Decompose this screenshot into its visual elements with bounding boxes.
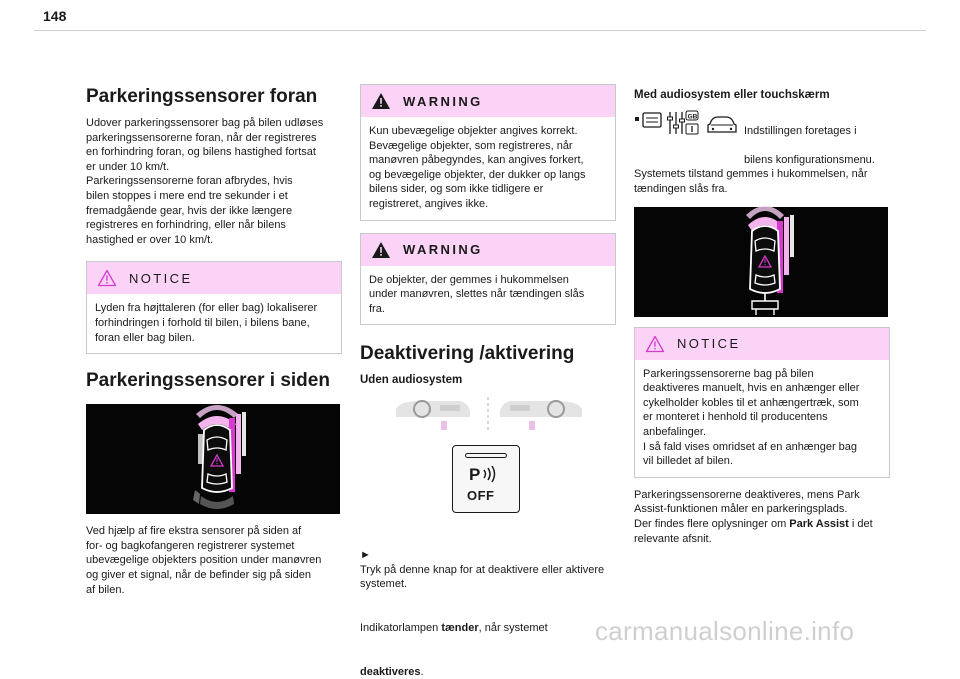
subheading-no-audio: Uden audiosystem <box>360 374 463 387</box>
settings-hint-line2: bilens konfigurationsmenu. <box>744 153 875 166</box>
side-sensors-image <box>86 404 340 514</box>
side-sensors-text: Ved hjælp af fire ekstra sensorer på siden af for- og bagkofangeren registrerer systemet ubevægelige objekters position under manøvren og giver et signal, når de befinder sig på siden af bilen. <box>86 525 322 596</box>
column-middle <box>360 84 616 679</box>
settings-hint-line1: Indstillingen foretages i <box>744 124 857 137</box>
subheading-with-audio: Med audiosystem eller touchskærm <box>634 89 830 101</box>
park-assist-text-part2: i det <box>848 517 873 530</box>
warning-triangle-filled-icon <box>371 92 391 110</box>
warning-label-2: WARNING <box>403 242 483 258</box>
column-left <box>86 80 342 597</box>
park-assist-text-part1: Parkeringssensorerne deaktiveres, mens Park Assist-funktionen måler en parkeringsplads. Der findes flere oplysninger om <box>634 488 860 530</box>
heading-deactivation: Deaktivering /aktivering <box>360 343 575 365</box>
settings-icons-row <box>634 110 890 167</box>
park-assist-bold: Park Assist <box>789 517 849 530</box>
indicator-text-bold-off: deaktiveres <box>360 665 421 678</box>
notice-text: Lyden fra højttaleren (for eller bag) lokaliserer forhindringen i forhold til bilen, i bilens bane, foran eller bag bilen. <box>95 302 318 344</box>
notice-header <box>87 262 341 294</box>
step-text: Tryk på denne knap for at deaktivere eller aktivere systemet. <box>360 563 605 591</box>
warning-header-2 <box>361 234 615 266</box>
header-rule <box>34 30 926 31</box>
dashboard-illustration <box>360 395 616 435</box>
indicator-text-end: . <box>420 665 424 678</box>
warning-label-1: WARNING <box>403 93 483 109</box>
indicator-text-bold-on: tænder <box>441 621 479 634</box>
warning-triangle-outline-icon <box>645 335 665 353</box>
step-arrow-icon: ► <box>360 548 371 561</box>
dashboard-location-illustration <box>360 395 616 435</box>
warning-header-1 <box>361 85 615 117</box>
warning-box-1 <box>360 84 616 221</box>
notice-box <box>86 261 342 354</box>
button-symbol-p: P <box>469 465 481 485</box>
notice-label-right: NOTICE <box>677 336 741 352</box>
heading-front-sensors: Parkeringssensorer foran <box>86 86 318 107</box>
park-sensors-off-button[interactable] <box>452 445 520 513</box>
touchscreen-icons <box>634 110 740 138</box>
column-right <box>634 88 890 546</box>
sound-waves-icon <box>481 466 497 482</box>
park-assist-text <box>634 488 890 546</box>
page-number: 148 <box>43 8 67 24</box>
indicator-text-mid: , når systemet <box>478 621 548 634</box>
warning-triangle-filled-icon <box>371 241 391 259</box>
warning-text-2: De objekter, der gemmes i hukommelsen under manøvren, slettes når tændingen slås fra. <box>369 273 585 315</box>
settings-hint <box>744 109 875 167</box>
notice-box-right <box>634 327 890 478</box>
notice-label: NOTICE <box>129 270 193 286</box>
notice-text-right: Parkeringssensorerne bag på bilen deaktiveres manuelt, hvis en anhænger eller cykelholder kobles til et anhængertræk, som er monteret i henhold til producentens anbefalinger. I så fald vises omridset af en anhænger bag vil billedet af bilen. <box>643 367 860 468</box>
warning-text-1: Kun ubevægelige objekter angives korrekt. Bevægelige objekter, som registreres, når manøvren påbegyndes, kan angives forkert, og bevægelige objekter, der dukker op langs bilens sider, og som ikke tidligere er registreret, angives ikke. <box>369 125 586 210</box>
warning-triangle-outline-icon <box>97 269 117 287</box>
heading-side-sensors: Parkeringssensorer i siden <box>86 370 330 392</box>
rear-sensors-image <box>634 207 888 317</box>
front-sensors-text: Udover parkeringssensorer bag på bilen udløses parkeringssensorerne foran, når der registreres en forhindring foran, og bilens hastighed fortsat er under 10 km/t. Parkeringssensorerne foran afbrydes, hvis bilen stoppes i mere end tre sekunder i et fremadgående gear, hvis der ikke længere registreres en forhindring, eller når bilens hastighed er over 10 km/t. <box>86 117 324 246</box>
button-indicator-lamp <box>465 453 507 458</box>
watermark: carmanualsonline.info <box>595 616 855 646</box>
memory-text: Systemets tilstand gemmes i hukommelsen, når tændingen slås fra. <box>634 168 868 195</box>
deactivate-step <box>360 533 616 679</box>
button-label-off: OFF <box>467 488 495 504</box>
car-side-sensors-illustration <box>86 404 340 514</box>
park-assist-text-part3: relevante afsnit. <box>634 532 712 545</box>
warning-box-2 <box>360 233 616 326</box>
notice-header-right <box>635 328 889 360</box>
car-rear-sensors-illustration <box>634 207 888 317</box>
gb-label: GB <box>687 113 698 121</box>
indicator-text-pre: Indikatorlampen <box>360 621 442 634</box>
